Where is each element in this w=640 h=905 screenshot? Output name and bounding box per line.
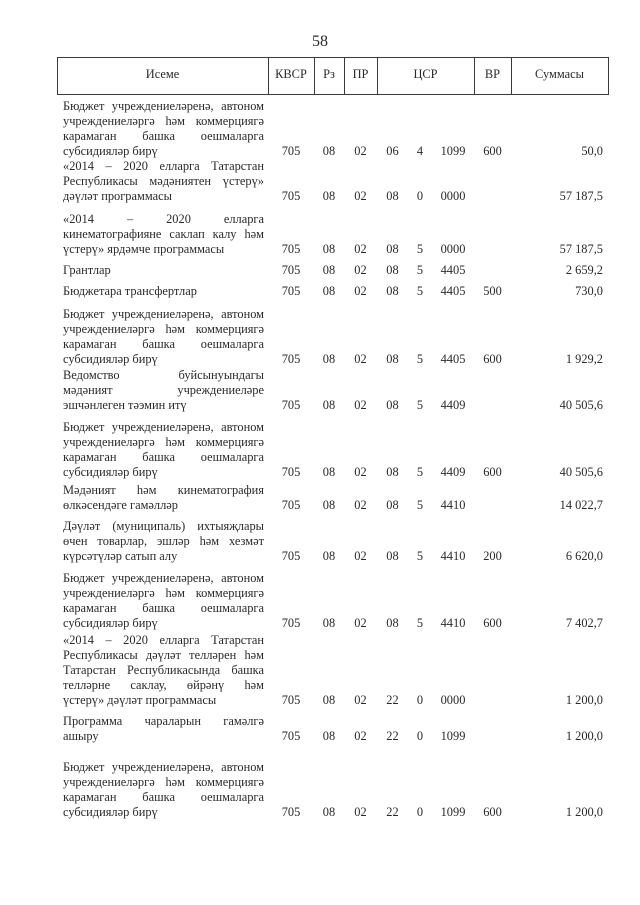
csr-program-cell: 22 <box>386 729 399 743</box>
kvsr-cell: 705 <box>281 263 301 277</box>
csr-subprogram-cell: 5 <box>416 616 424 630</box>
row-name-line: субсидияләр бирү <box>63 465 158 479</box>
row-name <box>63 99 264 159</box>
pr-cell: 02 <box>354 729 367 743</box>
csr-subprogram-cell: 0 <box>416 805 424 819</box>
row-name <box>63 633 264 708</box>
pr-cell: 02 <box>354 465 367 479</box>
vr-cell: 600 <box>483 352 502 366</box>
row-name-line: субсидияләр бирү <box>63 805 158 819</box>
csr-direction-cell: 0000 <box>440 189 466 203</box>
csr-program-cell: 08 <box>386 498 399 512</box>
csr-direction-cell: 1099 <box>440 729 466 743</box>
kvsr-cell: 705 <box>281 398 301 412</box>
kvsr-cell: 705 <box>281 549 301 563</box>
csr-direction-cell: 1099 <box>440 805 466 819</box>
header-name: Исеме <box>145 67 180 81</box>
row-name-line: карамаган башка оешмаларга <box>63 601 264 615</box>
vr-cell: 600 <box>483 144 502 158</box>
rz-cell: 08 <box>322 352 336 366</box>
row-name-line: дәүләт программасы <box>63 189 172 203</box>
row-name-line: учреждениеләргә һәм коммерциягә <box>63 114 264 128</box>
header-vr: ВР <box>484 67 501 81</box>
header-bottom-border <box>57 94 609 95</box>
pr-cell: 02 <box>354 805 367 819</box>
row-name-line: карамаган башка оешмаларга <box>63 450 264 464</box>
kvsr-cell: 705 <box>281 465 301 479</box>
row-name-line: учреждениеләргә һәм коммерциягә <box>63 775 264 789</box>
kvsr-cell: 705 <box>281 284 301 298</box>
row-name <box>63 571 264 631</box>
rz-cell: 08 <box>322 189 336 203</box>
kvsr-cell: 705 <box>281 242 301 256</box>
row-name-line: субсидияләр бирү <box>63 616 158 630</box>
sum-cell: 50,0 <box>581 144 603 158</box>
csr-subprogram-cell: 5 <box>416 263 424 277</box>
row-name <box>63 483 264 513</box>
vr-cell: 600 <box>483 616 502 630</box>
header-pr: ПР <box>352 67 369 81</box>
csr-direction-cell: 1099 <box>440 144 466 158</box>
pr-cell: 02 <box>354 242 367 256</box>
csr-program-cell: 08 <box>386 284 399 298</box>
rz-cell: 08 <box>322 465 336 479</box>
pr-cell: 02 <box>354 616 367 630</box>
row-name-line: Мәдәният һәм кинематография <box>63 483 264 497</box>
row-name <box>63 212 264 257</box>
row-name-line: Республикасы мәдәниятен үстерү» <box>63 174 264 188</box>
sum-cell: 1 200,0 <box>565 805 603 819</box>
csr-program-cell: 08 <box>386 189 399 203</box>
kvsr-cell: 705 <box>281 805 301 819</box>
csr-direction-cell: 4409 <box>440 465 466 479</box>
kvsr-cell: 705 <box>281 498 301 512</box>
row-name-line: күрсәтүләр сатып алу <box>63 549 178 563</box>
header-sum: Суммасы <box>535 67 584 81</box>
rz-cell: 08 <box>322 693 336 707</box>
row-name-line: «2014 – 2020 елларга <box>63 212 264 226</box>
row-name-line: Бюджет учреждениеләренә, автоном <box>63 307 264 321</box>
kvsr-cell: 705 <box>281 144 301 158</box>
vr-cell: 600 <box>483 805 502 819</box>
sum-cell: 1 200,0 <box>565 729 603 743</box>
row-name-line: үстерү» дәүләт программасы <box>63 693 217 707</box>
sum-cell: 730,0 <box>575 284 603 298</box>
sum-cell: 1 200,0 <box>565 693 603 707</box>
row-name-line: субсидияләр бирү <box>63 144 158 158</box>
row-name <box>63 263 264 278</box>
row-name-line: Бюджет учреждениеләренә, автоном <box>63 420 264 434</box>
rz-cell: 08 <box>322 284 336 298</box>
row-name-line: «2014 – 2020 елларга Татарстан <box>63 633 264 647</box>
row-name-line: Ведомство буйсынуындагы <box>63 368 264 382</box>
csr-program-cell: 08 <box>386 616 399 630</box>
header-divider <box>608 57 609 95</box>
row-name-line: Бюджет учреждениеләренә, автоном <box>63 571 264 585</box>
csr-direction-cell: 4410 <box>440 616 466 630</box>
vr-cell: 600 <box>483 465 502 479</box>
row-name-line: карамаган башка оешмаларга <box>63 129 264 143</box>
row-name-line: Бюджетара трансфертлар <box>63 284 197 298</box>
row-name <box>63 714 264 744</box>
kvsr-cell: 705 <box>281 352 301 366</box>
rz-cell: 08 <box>322 398 336 412</box>
row-name <box>63 307 264 367</box>
kvsr-cell: 705 <box>281 616 301 630</box>
pr-cell: 02 <box>354 549 367 563</box>
row-name-line: ашыру <box>63 729 99 743</box>
sum-cell: 57 187,5 <box>559 242 603 256</box>
csr-subprogram-cell: 0 <box>416 729 424 743</box>
csr-program-cell: 22 <box>386 693 399 707</box>
csr-direction-cell: 4410 <box>440 549 466 563</box>
csr-direction-cell: 4405 <box>440 352 466 366</box>
csr-program-cell: 08 <box>386 352 399 366</box>
rz-cell: 08 <box>322 498 336 512</box>
vr-cell: 200 <box>483 549 502 563</box>
sum-cell: 40 505,6 <box>559 398 603 412</box>
row-name-line: «2014 – 2020 елларга Татарстан <box>63 159 264 173</box>
row-name <box>63 420 264 480</box>
pr-cell: 02 <box>354 189 367 203</box>
csr-subprogram-cell: 5 <box>416 242 424 256</box>
csr-direction-cell: 0000 <box>440 693 466 707</box>
row-name <box>63 519 264 564</box>
csr-direction-cell: 4409 <box>440 398 466 412</box>
row-name-line: Татарстан Республикасында башка <box>63 663 264 677</box>
row-name-line: Программа чараларын гамәлгә <box>63 714 264 728</box>
row-name-line: карамаган башка оешмаларга <box>63 790 264 804</box>
row-name-line: Республикасы дәүләт телләрен һәм <box>63 648 264 662</box>
csr-direction-cell: 4405 <box>440 284 466 298</box>
csr-subprogram-cell: 5 <box>416 398 424 412</box>
csr-subprogram-cell: 0 <box>416 189 424 203</box>
row-name <box>63 368 264 413</box>
csr-direction-cell: 4405 <box>440 263 466 277</box>
page-number: 58 <box>312 33 328 50</box>
pr-cell: 02 <box>354 398 367 412</box>
rz-cell: 08 <box>322 242 336 256</box>
header-rz: Рз <box>323 67 335 81</box>
sum-cell: 7 402,7 <box>565 616 603 630</box>
csr-direction-cell: 0000 <box>440 242 466 256</box>
row-name-line: учреждениеләргә һәм коммерциягә <box>63 322 264 336</box>
row-name-line: кинематографияне саклап калу һәм <box>63 227 264 241</box>
rz-cell: 08 <box>322 144 336 158</box>
vr-cell: 500 <box>483 284 502 298</box>
row-name <box>63 760 264 820</box>
kvsr-cell: 705 <box>281 189 301 203</box>
rz-cell: 08 <box>322 805 336 819</box>
pr-cell: 02 <box>354 144 367 158</box>
sum-cell: 14 022,7 <box>559 498 603 512</box>
csr-program-cell: 08 <box>386 242 399 256</box>
row-name <box>63 159 264 204</box>
csr-subprogram-cell: 5 <box>416 465 424 479</box>
row-name-line: мәдәният учреждениеләре <box>63 383 264 397</box>
row-name-line: субсидияләр бирү <box>63 352 158 366</box>
header-csr: ЦСР <box>413 67 438 81</box>
sum-cell: 1 929,2 <box>565 352 603 366</box>
csr-program-cell: 06 <box>386 144 399 158</box>
csr-subprogram-cell: 0 <box>416 693 424 707</box>
row-name-line: Дәүләт (муниципаль) ихтыяҗлары <box>63 519 264 533</box>
csr-program-cell: 08 <box>386 263 399 277</box>
csr-subprogram-cell: 4 <box>416 144 424 158</box>
pr-cell: 02 <box>354 284 367 298</box>
kvsr-cell: 705 <box>281 693 301 707</box>
row-name-line: Бюджет учреждениеләренә, автоном <box>63 760 264 774</box>
csr-subprogram-cell: 5 <box>416 352 424 366</box>
rz-cell: 08 <box>322 549 336 563</box>
csr-program-cell: 08 <box>386 465 399 479</box>
pr-cell: 02 <box>354 498 367 512</box>
header-kvsr: КВСР <box>275 67 307 81</box>
rz-cell: 08 <box>322 616 336 630</box>
pr-cell: 02 <box>354 352 367 366</box>
csr-program-cell: 08 <box>386 398 399 412</box>
row-name-line: өлкәсендәге гамәлләр <box>63 498 178 512</box>
csr-subprogram-cell: 5 <box>416 549 424 563</box>
row-name-line: өчен товарлар, эшләр һәм хезмәт <box>63 534 264 548</box>
row-name-line: Грантлар <box>63 263 111 277</box>
pr-cell: 02 <box>354 263 367 277</box>
csr-program-cell: 08 <box>386 549 399 563</box>
rz-cell: 08 <box>322 263 336 277</box>
row-name-line: эшчәнлеген тәэмин итү <box>63 398 187 412</box>
pr-cell: 02 <box>354 693 367 707</box>
csr-subprogram-cell: 5 <box>416 284 424 298</box>
row-name-line: учреждениеләргә һәм коммерциягә <box>63 586 264 600</box>
sum-cell: 6 620,0 <box>565 549 603 563</box>
sum-cell: 2 659,2 <box>565 263 603 277</box>
rz-cell: 08 <box>322 729 336 743</box>
sum-cell: 40 505,6 <box>559 465 603 479</box>
header-top-border <box>57 57 609 58</box>
row-name-line: учреждениеләргә һәм коммерциягә <box>63 435 264 449</box>
row-name-line: телләрне саклау, өйрәнү һәм <box>63 678 264 692</box>
csr-subprogram-cell: 5 <box>416 498 424 512</box>
row-name-line: Бюджет учреждениеләренә, автоном <box>63 99 264 113</box>
row-name-line: үстерү» ярдәмче программасы <box>63 242 225 256</box>
kvsr-cell: 705 <box>281 729 301 743</box>
sum-cell: 57 187,5 <box>559 189 603 203</box>
row-name <box>63 284 264 299</box>
csr-direction-cell: 4410 <box>440 498 466 512</box>
csr-program-cell: 22 <box>386 805 399 819</box>
row-name-line: карамаган башка оешмаларга <box>63 337 264 351</box>
